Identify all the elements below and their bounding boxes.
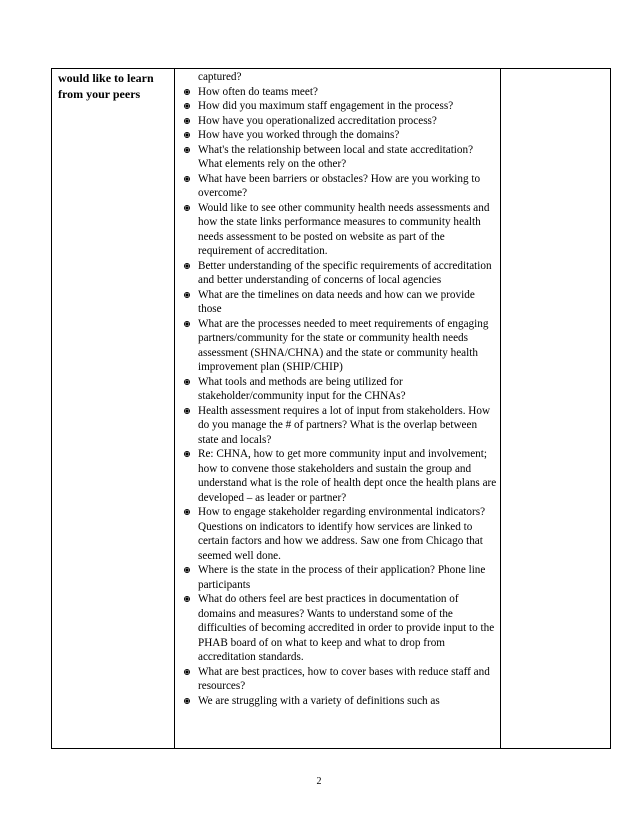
list-item-text: What's the relationship between local and state accreditation? What elements rely on the other? xyxy=(198,143,474,170)
list-item-text: How have you worked through the domains? xyxy=(198,129,400,141)
row-label: would like to learn from your peers xyxy=(52,69,175,749)
bullet-icon xyxy=(184,147,190,153)
bullet-icon xyxy=(184,698,190,704)
bullet-icon xyxy=(184,132,190,138)
list-item xyxy=(181,665,500,694)
list-item xyxy=(181,128,500,143)
list-item xyxy=(181,201,500,259)
bullet-list xyxy=(175,69,500,708)
continued-text: captured? xyxy=(198,71,242,83)
bullet-icon xyxy=(184,176,190,182)
list-item-text: What do others feel are best practices in documentation of domains and measures? Wants to understand some of the difficulties of becoming accredited in order to provide input to the PHAB board of on what to keep and what to drop from accreditation standards. xyxy=(198,593,495,663)
list-item xyxy=(181,317,500,375)
list-item-text: What are the processes needed to meet requirements of engaging partners/community for the state or community health needs assessment (SHNA/CHNA) and the state or community health improvement plan (SHIP/CHIP) xyxy=(198,317,489,373)
list-item xyxy=(181,143,500,172)
list-item-text: How often do teams meet? xyxy=(198,85,318,98)
content-table xyxy=(51,68,611,749)
bullet-icon xyxy=(184,567,190,573)
bullet-icon xyxy=(184,596,190,602)
items-cell xyxy=(175,69,501,749)
bullet-icon xyxy=(184,408,190,414)
list-item-text: Re: CHNA, how to get more community input and involvement; how to convene those stakeholders and sustain the group and understand what is the role of health dept once the health plans are developed – as leader or partner? xyxy=(198,448,497,504)
list-item xyxy=(181,505,500,563)
bullet-icon xyxy=(184,451,190,457)
list-item xyxy=(181,114,500,129)
list-item xyxy=(181,563,500,592)
bullet-icon xyxy=(184,669,190,675)
list-item xyxy=(181,447,500,505)
list-item xyxy=(181,404,500,448)
bullet-icon xyxy=(184,379,190,385)
list-item xyxy=(181,592,500,665)
list-item-text: What have been barriers or obstacles? How are you working to overcome? xyxy=(198,172,481,199)
list-item-text: Where is the state in the process of their application? Phone line participants xyxy=(198,564,486,591)
list-item xyxy=(181,99,500,114)
bullet-icon xyxy=(184,118,190,124)
list-item-text: What are the timelines on data needs and how can we provide those xyxy=(198,288,475,315)
list-item xyxy=(181,85,500,100)
list-item-text: Health assessment requires a lot of input from stakeholders. How do you manage the # of partners? What is the overlap between state and locals? xyxy=(198,404,491,446)
list-item-text: How did you maximum staff engagement in the process? xyxy=(198,100,454,112)
bullet-icon xyxy=(184,509,190,515)
list-item xyxy=(181,375,500,404)
list-item xyxy=(181,172,500,201)
list-item-text: What tools and methods are being utilized for stakeholder/community input for the CHNAs? xyxy=(198,375,406,402)
page-number: 2 xyxy=(316,776,322,787)
list-item-text: We are struggling with a variety of definitions such as xyxy=(198,694,440,707)
list-item-text: Better understanding of the specific requirements of accreditation and better understanding of concerns of local agencies xyxy=(198,259,492,286)
list-item-text: Would like to see other community health needs assessments and how the state links performance measures to community health needs assessment to be posted on website as part of the requirement of accreditation. xyxy=(198,201,490,257)
list-item xyxy=(181,259,500,288)
bullet-icon xyxy=(184,263,190,269)
bullet-icon xyxy=(184,89,190,95)
empty-cell xyxy=(501,69,611,749)
list-item xyxy=(181,694,500,709)
list-item-text: How have you operationalized accreditation process? xyxy=(198,114,437,127)
bullet-icon xyxy=(184,205,190,211)
bullet-icon xyxy=(184,321,190,327)
table-row xyxy=(52,69,611,749)
bullet-icon xyxy=(184,103,190,109)
bullet-icon xyxy=(184,292,190,298)
list-item xyxy=(181,288,500,317)
list-item-text: How to engage stakeholder regarding environmental indicators? Questions on indicators to identify how services are linked to certain factors and how we address. Saw one from Chicago that seemed well done. xyxy=(198,506,486,562)
list-item-text: What are best practices, how to cover bases with reduce staff and resources? xyxy=(198,665,490,692)
